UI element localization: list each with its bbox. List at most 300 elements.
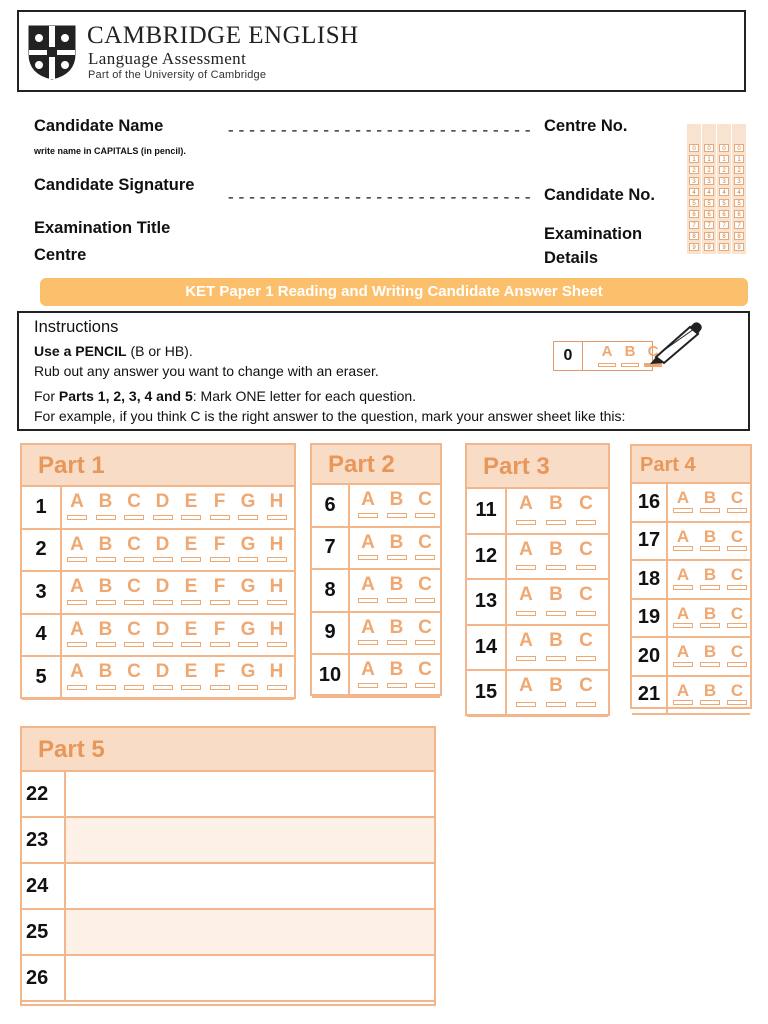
option-a: A	[361, 659, 375, 680]
grid-digit-cell[interactable]: 1	[689, 155, 699, 163]
option-c: C	[730, 642, 744, 661]
candidate-signature-field[interactable]: -----------------------------	[226, 189, 534, 207]
option-c: C	[579, 538, 593, 560]
option-c: C	[127, 661, 141, 682]
option-c: C	[418, 574, 432, 595]
answer-bubble-g[interactable]	[238, 685, 258, 690]
question-number: 1	[22, 487, 62, 528]
answer-bubble-e[interactable]	[181, 557, 201, 562]
answer-bubble-c[interactable]	[415, 555, 435, 560]
answer-bubble-c[interactable]	[124, 515, 144, 520]
question-number: 13	[467, 580, 507, 624]
option-b: B	[703, 680, 717, 700]
option-g: G	[240, 576, 256, 597]
answer-bubble-a[interactable]	[673, 508, 693, 513]
grid-digit-cell[interactable]: 8	[689, 232, 699, 240]
answer-bubble-a[interactable]	[516, 611, 536, 616]
part-1-section	[20, 443, 296, 699]
grid-digit-cell[interactable]: 3	[734, 177, 744, 185]
option-c: C	[127, 618, 141, 640]
answer-bubble-g[interactable]	[238, 515, 258, 520]
option-h: H	[269, 576, 284, 597]
pencil-icon	[644, 319, 704, 365]
answer-bubble-c[interactable]	[576, 520, 596, 525]
question-row	[22, 772, 434, 818]
option-a: A	[70, 491, 84, 512]
grid-digit-cell[interactable]: 7	[734, 221, 744, 229]
option-a: A	[361, 489, 375, 510]
option-b: B	[98, 576, 113, 597]
answer-bubble-c[interactable]	[415, 640, 435, 645]
option-b: B	[703, 603, 717, 623]
example-option-a: A	[601, 343, 613, 360]
answer-bubble-h[interactable]	[267, 685, 287, 690]
answer-bubble-b[interactable]	[700, 508, 720, 513]
question-row	[467, 580, 608, 626]
option-d: D	[155, 533, 170, 555]
question-row	[22, 530, 294, 573]
answer-bubble-c[interactable]	[727, 508, 747, 513]
option-g: G	[240, 618, 256, 640]
answer-bubble-e[interactable]	[181, 600, 201, 605]
option-h: H	[269, 491, 284, 512]
question-number: 22	[26, 782, 49, 805]
option-a: A	[361, 616, 375, 638]
answer-bubble-c[interactable]	[576, 656, 596, 661]
answer-bubble-a[interactable]	[516, 656, 536, 661]
grid-digit-cell[interactable]: 4	[719, 188, 729, 196]
question-row	[632, 561, 750, 600]
option-c: C	[127, 491, 141, 512]
answer-bubble-f[interactable]	[210, 685, 230, 690]
answer-bubble-d[interactable]	[153, 685, 173, 690]
grid-digit-cell[interactable]: 5	[734, 199, 744, 207]
answer-bubble-b[interactable]	[387, 598, 407, 603]
answer-bubble-g[interactable]	[238, 642, 258, 647]
grid-digit-cell[interactable]: 2	[689, 166, 699, 174]
answer-bubble-d[interactable]	[153, 557, 173, 562]
answer-bubble-a[interactable]	[67, 685, 87, 690]
option-c: C	[579, 675, 593, 696]
question-number: 26	[26, 966, 49, 989]
part-title: Part 3	[467, 445, 608, 489]
example-option-b: B	[624, 343, 636, 360]
answer-bubble-b[interactable]	[96, 600, 116, 605]
option-a: A	[70, 661, 84, 682]
question-number: 4	[22, 615, 62, 656]
answer-bubble-d[interactable]	[153, 600, 173, 605]
answer-bubble-c[interactable]	[415, 513, 435, 518]
question-number: 7	[312, 528, 350, 569]
part-title: Part 1	[22, 445, 294, 487]
question-row	[312, 655, 440, 698]
option-h: H	[269, 533, 284, 555]
question-row	[632, 523, 750, 562]
answer-bubble-e[interactable]	[181, 642, 201, 647]
option-d: D	[155, 491, 170, 512]
question-row	[632, 484, 750, 523]
answer-bubble-b[interactable]	[387, 640, 407, 645]
grid-digit-cell[interactable]: 6	[719, 210, 729, 218]
answer-bubble-c[interactable]	[727, 546, 747, 551]
option-a: A	[519, 584, 533, 605]
option-a: A	[70, 618, 84, 640]
option-b: B	[703, 488, 717, 507]
question-row	[22, 910, 434, 956]
option-f: F	[213, 491, 226, 512]
option-b: B	[98, 661, 113, 682]
question-row	[22, 864, 434, 910]
grid-digit-cell[interactable]: 0	[719, 144, 729, 152]
instructions-heading: Instructions	[34, 318, 119, 336]
answer-bubble-c[interactable]	[576, 565, 596, 570]
option-b: B	[549, 629, 563, 651]
answer-bubble-b[interactable]	[96, 557, 116, 562]
option-a: A	[676, 488, 690, 507]
option-g: G	[240, 491, 256, 512]
instructions-box	[17, 311, 750, 431]
option-a: A	[361, 531, 375, 553]
question-row	[632, 600, 750, 639]
option-b: B	[549, 675, 563, 696]
option-b: B	[389, 574, 404, 595]
pencil-bold: Use a PENCIL	[34, 343, 127, 359]
option-c: C	[730, 680, 744, 700]
parts-pre: For	[34, 388, 59, 404]
option-g: G	[240, 533, 256, 555]
answer-bubble-c[interactable]	[124, 685, 144, 690]
grid-digit-cell[interactable]: 5	[719, 199, 729, 207]
instruction-line-parts	[34, 388, 416, 404]
question-row	[22, 657, 294, 700]
grid-digit-cell[interactable]: 1	[734, 155, 744, 163]
option-a: A	[361, 574, 375, 595]
answer-bubble-b[interactable]	[546, 702, 566, 707]
option-f: F	[213, 533, 226, 555]
option-c: C	[127, 533, 141, 555]
question-number: 11	[467, 489, 507, 533]
answer-bubble-f[interactable]	[210, 642, 230, 647]
brand-subtitle: Language Assessment	[88, 49, 247, 68]
option-c: C	[730, 603, 744, 623]
grid-digit-cell[interactable]: 7	[689, 221, 699, 229]
question-row	[467, 671, 608, 717]
parts-rest: : Mark ONE letter for each question.	[192, 388, 417, 404]
answer-bubble-d[interactable]	[153, 515, 173, 520]
answer-bubble-c[interactable]	[727, 700, 747, 705]
answer-bubble-a[interactable]	[358, 598, 378, 603]
grid-digit-cell[interactable]: 3	[689, 177, 699, 185]
question-number: 8	[312, 570, 350, 611]
grid-digit-cell[interactable]: 0	[689, 144, 699, 152]
option-c: C	[579, 629, 593, 651]
grid-digit-cell[interactable]: 4	[734, 188, 744, 196]
answer-bubble-b[interactable]	[700, 585, 720, 590]
grid-digit-cell[interactable]: 4	[689, 188, 699, 196]
option-c: C	[579, 584, 593, 605]
option-c: C	[418, 489, 432, 510]
answer-bubble-f[interactable]	[210, 600, 230, 605]
answer-bubble-a[interactable]	[67, 642, 87, 647]
option-c: C	[730, 526, 744, 546]
option-d: D	[155, 661, 170, 682]
option-e: E	[184, 618, 198, 640]
option-b: B	[703, 565, 717, 584]
option-c: C	[418, 616, 432, 638]
part-title: Part 5	[22, 728, 434, 772]
cambridge-header	[17, 10, 746, 92]
question-number: 3	[22, 572, 62, 613]
answer-bubble-a[interactable]	[673, 546, 693, 551]
question-number: 2	[22, 530, 62, 571]
answer-bubble-b[interactable]	[700, 700, 720, 705]
grid-digit-cell[interactable]: 1	[704, 155, 714, 163]
centre-label: Centre	[34, 246, 87, 264]
option-h: H	[269, 618, 284, 640]
answer-bubble-h[interactable]	[267, 642, 287, 647]
question-number: 12	[467, 535, 507, 579]
question-number: 25	[26, 920, 49, 943]
answer-bubble-b[interactable]	[700, 662, 720, 667]
grid-digit-cell[interactable]: 1	[719, 155, 729, 163]
question-number: 17	[632, 523, 668, 560]
written-answer-field[interactable]	[64, 818, 434, 862]
answer-bubble-b[interactable]	[546, 656, 566, 661]
grid-digit-cell[interactable]: 9	[734, 243, 744, 251]
answer-bubble-b[interactable]	[96, 642, 116, 647]
grid-column	[702, 124, 716, 254]
grid-digit-cell[interactable]: 8	[704, 232, 714, 240]
answer-bubble-g[interactable]	[238, 557, 258, 562]
answer-bubble-a[interactable]	[673, 623, 693, 628]
candidate-name-field[interactable]: -----------------------------	[226, 122, 534, 140]
option-b: B	[703, 526, 717, 546]
instruction-line-example: For example, if you think C is the right answer to the question, mark your answer sheet like this:	[34, 408, 626, 424]
grid-digit-cell[interactable]: 7	[719, 221, 729, 229]
grid-column	[732, 124, 746, 254]
answer-bubble-c[interactable]	[727, 623, 747, 628]
question-number: 19	[632, 600, 668, 637]
option-g: G	[240, 661, 256, 682]
question-number: 23	[26, 828, 49, 851]
answer-bubble-a[interactable]	[358, 640, 378, 645]
answer-bubble-b[interactable]	[387, 555, 407, 560]
question-row	[22, 615, 294, 658]
answer-bubble-b[interactable]	[700, 546, 720, 551]
part-5-section	[20, 726, 436, 1006]
answer-bubble-g[interactable]	[238, 600, 258, 605]
brand-title: CAMBRIDGE ENGLISH	[87, 22, 359, 49]
question-row	[312, 528, 440, 571]
question-row	[467, 626, 608, 672]
brand-tagline: Part of the University of Cambridge	[88, 69, 267, 81]
answer-bubble-a[interactable]	[673, 700, 693, 705]
written-answer-field[interactable]	[64, 864, 434, 908]
grid-digit-cell[interactable]: 2	[719, 166, 729, 174]
option-b: B	[389, 531, 404, 553]
option-c: C	[418, 531, 432, 553]
option-b: B	[703, 642, 717, 661]
answer-bubble-c[interactable]	[415, 683, 435, 688]
option-a: A	[676, 680, 690, 700]
example-option-c: C	[647, 343, 659, 360]
candidate-no-label: Candidate No.	[544, 186, 655, 204]
answer-bubble-a[interactable]	[673, 662, 693, 667]
option-b: B	[549, 584, 563, 605]
option-e: E	[184, 661, 198, 682]
grid-digit-cell[interactable]: 2	[734, 166, 744, 174]
option-d: D	[155, 618, 170, 640]
answer-bubble-a[interactable]	[67, 515, 87, 520]
example-bubble	[621, 363, 639, 367]
question-number: 9	[312, 613, 350, 654]
answer-bubble-c[interactable]	[727, 662, 747, 667]
grid-digit-cell[interactable]: 6	[689, 210, 699, 218]
part-title: Part 2	[312, 445, 440, 485]
candidate-name-hint: write name in CAPITALS (in pencil).	[34, 146, 186, 156]
grid-digit-cell[interactable]: 7	[704, 221, 714, 229]
answer-bubble-b[interactable]	[387, 513, 407, 518]
answer-bubble-a[interactable]	[516, 520, 536, 525]
written-answer-field[interactable]	[64, 772, 434, 816]
option-f: F	[213, 661, 226, 682]
option-c: C	[730, 565, 744, 584]
answer-bubble-a[interactable]	[358, 683, 378, 688]
grid-digit-cell[interactable]: 8	[734, 232, 744, 240]
question-row	[312, 485, 440, 528]
grid-digit-cell[interactable]: 5	[689, 199, 699, 207]
part-title: Part 4	[632, 446, 750, 484]
answer-bubble-a[interactable]	[516, 702, 536, 707]
answer-bubble-b[interactable]	[96, 685, 116, 690]
exam-details-label: Examination Details	[544, 225, 643, 267]
example-answer-box	[553, 341, 659, 371]
answer-bubble-b[interactable]	[546, 565, 566, 570]
instruction-line-pencil	[34, 343, 193, 359]
grid-digit-cell[interactable]: 6	[704, 210, 714, 218]
part-4-section	[630, 444, 752, 709]
part-3-section	[465, 443, 610, 716]
grid-column	[687, 124, 701, 254]
option-a: A	[519, 538, 533, 560]
answer-bubble-a[interactable]	[358, 555, 378, 560]
question-number: 15	[467, 671, 507, 715]
question-number: 21	[632, 677, 668, 714]
grid-digit-cell[interactable]: 0	[704, 144, 714, 152]
grid-digit-cell[interactable]: 4	[704, 188, 714, 196]
option-d: D	[155, 576, 170, 597]
grid-digit-cell[interactable]: 5	[704, 199, 714, 207]
answer-bubble-b[interactable]	[96, 515, 116, 520]
option-a: A	[519, 675, 533, 696]
option-a: A	[676, 526, 690, 546]
answer-bubble-b[interactable]	[700, 623, 720, 628]
example-bubble	[598, 363, 616, 367]
answer-bubble-a[interactable]	[516, 565, 536, 570]
grid-digit-cell[interactable]: 3	[719, 177, 729, 185]
question-row	[632, 677, 750, 716]
option-e: E	[184, 533, 198, 555]
answer-bubble-a[interactable]	[67, 600, 87, 605]
answer-bubble-c[interactable]	[124, 600, 144, 605]
answer-bubble-h[interactable]	[267, 557, 287, 562]
grid-digit-cell[interactable]: 9	[704, 243, 714, 251]
answer-bubble-c[interactable]	[576, 611, 596, 616]
option-a: A	[70, 576, 84, 597]
grid-digit-cell[interactable]: 3	[704, 177, 714, 185]
option-a: A	[70, 533, 84, 555]
option-a: A	[676, 565, 690, 584]
question-number: 5	[22, 657, 62, 698]
answer-bubble-c[interactable]	[124, 642, 144, 647]
answer-bubble-e[interactable]	[181, 515, 201, 520]
written-answer-field[interactable]	[64, 910, 434, 954]
answer-bubble-a[interactable]	[358, 513, 378, 518]
grid-digit-cell[interactable]: 0	[734, 144, 744, 152]
answer-bubble-f[interactable]	[210, 515, 230, 520]
question-row	[467, 535, 608, 581]
answer-bubble-h[interactable]	[267, 515, 287, 520]
option-f: F	[213, 576, 226, 597]
grid-column	[717, 124, 731, 254]
question-row	[467, 489, 608, 535]
question-number: 16	[632, 484, 668, 521]
option-b: B	[98, 618, 113, 640]
grid-digit-cell[interactable]: 9	[719, 243, 729, 251]
answer-bubble-c[interactable]	[415, 598, 435, 603]
answer-bubble-c[interactable]	[576, 702, 596, 707]
question-row	[22, 572, 294, 615]
option-b: B	[98, 491, 113, 512]
answer-bubble-c[interactable]	[124, 557, 144, 562]
question-row	[22, 956, 434, 1002]
answer-sheet-banner: KET Paper 1 Reading and Writing Candidate Answer Sheet	[40, 278, 748, 306]
option-a: A	[676, 642, 690, 661]
answer-bubble-c[interactable]	[727, 585, 747, 590]
option-h: H	[269, 661, 284, 682]
grid-digit-cell[interactable]: 6	[734, 210, 744, 218]
option-f: F	[213, 618, 226, 640]
answer-bubble-e[interactable]	[181, 685, 201, 690]
question-number: 18	[632, 561, 668, 598]
parts-bold: Parts 1, 2, 3, 4 and 5	[58, 388, 193, 404]
option-a: A	[676, 603, 690, 623]
option-a: A	[519, 493, 533, 514]
answer-bubble-b[interactable]	[387, 683, 407, 688]
centre-no-label: Centre No.	[544, 117, 628, 135]
option-c: C	[730, 488, 744, 507]
question-number: 24	[26, 874, 49, 897]
question-row	[22, 818, 434, 864]
option-c: C	[418, 659, 432, 680]
grid-digit-cell[interactable]: 9	[689, 243, 699, 251]
question-number: 20	[632, 638, 668, 675]
grid-digit-cell[interactable]: 2	[704, 166, 714, 174]
answer-bubble-f[interactable]	[210, 557, 230, 562]
answer-bubble-b[interactable]	[546, 520, 566, 525]
pencil-rest: (B or HB).	[126, 343, 193, 359]
answer-bubble-h[interactable]	[267, 600, 287, 605]
answer-bubble-b[interactable]	[546, 611, 566, 616]
grid-digit-cell[interactable]: 8	[719, 232, 729, 240]
answer-bubble-a[interactable]	[673, 585, 693, 590]
candidate-signature-label: Candidate Signature	[34, 176, 195, 194]
written-answer-field[interactable]	[64, 956, 434, 1000]
answer-bubble-a[interactable]	[67, 557, 87, 562]
question-number: 10	[312, 655, 350, 696]
answer-bubble-d[interactable]	[153, 642, 173, 647]
option-e: E	[184, 576, 198, 597]
